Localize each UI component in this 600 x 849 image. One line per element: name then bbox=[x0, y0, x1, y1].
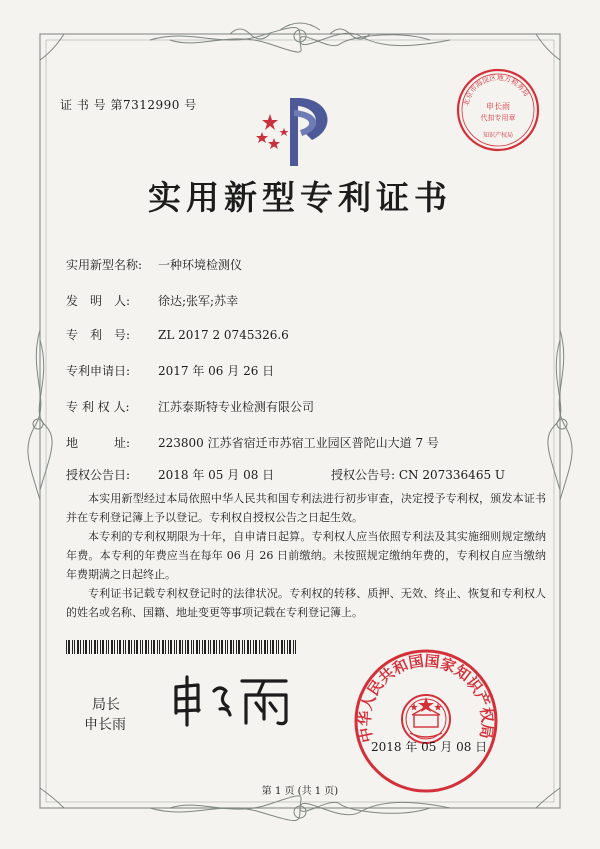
barcode-bar bbox=[123, 640, 124, 654]
barcode-bar bbox=[250, 640, 251, 654]
barcode-bar bbox=[193, 640, 194, 654]
barcode-bar bbox=[233, 640, 234, 654]
barcode-bar bbox=[221, 640, 223, 654]
barcode-bar bbox=[253, 640, 254, 654]
filing-date-row: 专利申请日: 2017 年 06 月 26 日 bbox=[66, 364, 275, 378]
barcode-bar bbox=[272, 640, 274, 654]
barcode-bar bbox=[157, 640, 158, 654]
barcode-bar bbox=[74, 640, 75, 654]
paragraph: 本专利的专利权期限为十年，自申请日起算。专利权人应当依照专利法及其实施细则规定缴纳年费。本专利的年费应当在每年 06 月 26 日前缴纳。未按照规定缴纳年费的，专利权自应当缴纳年费期满之日起终止。 bbox=[66, 530, 546, 581]
barcode-bar bbox=[187, 640, 189, 654]
svg-text:中华人民共和国国家知识产权局: 中华人民共和国国家知识产权局 bbox=[355, 651, 497, 745]
certificate-number: 证 书 号 第7312990 号 bbox=[60, 98, 197, 112]
barcode-bar bbox=[270, 640, 271, 654]
barcode-bar bbox=[204, 640, 206, 654]
barcode-bar bbox=[117, 640, 118, 654]
inventor-row: 发 明 人: 徐达;张军;苏幸 bbox=[66, 294, 239, 308]
barcode-bar bbox=[287, 640, 288, 654]
barcode-bar bbox=[213, 640, 215, 654]
barcode-bar bbox=[216, 640, 217, 654]
barcode-bar bbox=[100, 640, 101, 654]
director-name: 申长雨 bbox=[84, 717, 126, 733]
barcode-bar bbox=[199, 640, 200, 654]
barcode-bar bbox=[261, 640, 262, 654]
barcode-bar bbox=[259, 640, 260, 654]
grant-date-row: 授权公告日: 2018 年 05 月 08 日 bbox=[66, 468, 275, 482]
barcode-bar bbox=[159, 640, 160, 654]
barcode-bar bbox=[134, 640, 135, 654]
barcode-bar bbox=[227, 640, 228, 654]
barcode-bar bbox=[289, 640, 291, 654]
barcode-bar bbox=[202, 640, 203, 654]
barcode-bar bbox=[276, 640, 277, 654]
barcode-bar bbox=[225, 640, 226, 654]
director-title: 局长 bbox=[92, 697, 120, 713]
barcode-bar bbox=[219, 640, 220, 654]
barcode-bar bbox=[80, 640, 81, 654]
barcode-bar bbox=[165, 640, 166, 654]
barcode-bar bbox=[153, 640, 155, 654]
barcode-bar bbox=[295, 640, 296, 654]
barcode-bar bbox=[182, 640, 183, 654]
barcode-bar bbox=[196, 640, 198, 654]
barcode-bar bbox=[162, 640, 164, 654]
publication-number-row: 授权公告号: CN 207336465 U bbox=[331, 468, 506, 482]
svg-text:知识产权局: 知识产权局 bbox=[482, 132, 514, 139]
cnipa-official-seal-icon bbox=[352, 647, 500, 795]
top-ornament bbox=[150, 23, 450, 52]
svg-text:申长雨: 申长雨 bbox=[486, 102, 510, 111]
page-number: 第 1 页 (共 1 页) bbox=[261, 786, 339, 797]
barcode-bar bbox=[119, 640, 121, 654]
barcode-bar bbox=[97, 640, 98, 654]
barcode-bar bbox=[145, 640, 147, 654]
barcode-bar bbox=[230, 640, 232, 654]
barcode-bar bbox=[66, 640, 67, 654]
barcode-bar bbox=[111, 640, 113, 654]
utility-model-name-row: 实用新型名称: 一种环境检测仪 bbox=[66, 258, 243, 272]
barcode-bar bbox=[168, 640, 169, 654]
barcode-bar bbox=[131, 640, 132, 654]
seal-date: 2018 年 05 月 08 日 bbox=[371, 740, 488, 754]
director-signature-icon bbox=[168, 673, 308, 729]
barcode-bar bbox=[179, 640, 181, 654]
barcode-bar bbox=[236, 640, 237, 654]
barcode-bar bbox=[125, 640, 126, 654]
certificate-body-text bbox=[66, 489, 546, 622]
barcode-bar bbox=[170, 640, 172, 654]
barcode-bar bbox=[264, 640, 266, 654]
barcode-bar bbox=[281, 640, 283, 654]
barcode-bar bbox=[128, 640, 130, 654]
barcode-bar bbox=[255, 640, 257, 654]
barcode-bar bbox=[108, 640, 109, 654]
barcode-bar bbox=[148, 640, 149, 654]
patent-number-row: 专 利 号: ZL 2017 2 0745326.6 bbox=[66, 328, 289, 342]
barcode-bar bbox=[238, 640, 240, 654]
barcode-bar bbox=[102, 640, 104, 654]
barcode-bar bbox=[247, 640, 249, 654]
barcode-bar bbox=[89, 640, 90, 654]
barcode-bar bbox=[208, 640, 209, 654]
barcode-bar bbox=[284, 640, 285, 654]
barcode-bar bbox=[106, 640, 107, 654]
barcode-bar bbox=[267, 640, 268, 654]
patent-office-logo-icon bbox=[250, 88, 350, 168]
barcode-bar bbox=[210, 640, 211, 654]
barcode-bar bbox=[140, 640, 141, 654]
address-row: 地 址: 223800 江苏省宿迁市苏宿工业园区普陀山大道 7 号 bbox=[66, 436, 439, 450]
barcode-bar bbox=[83, 640, 84, 654]
paragraph: 专利证书记载专利权登记时的法律状况。专利权的转移、质押、无效、终止、恢复和专利权人的姓名或名称、国籍、地址变更等事项记载在专利登记簿上。 bbox=[66, 587, 546, 619]
certificate-title: 实用新型专利证书 bbox=[148, 178, 452, 217]
barcode-bar bbox=[293, 640, 294, 654]
barcode-bar bbox=[174, 640, 175, 654]
barcode-bar bbox=[94, 640, 96, 654]
barcode-bar bbox=[242, 640, 243, 654]
barcode-bar bbox=[142, 640, 143, 654]
paragraph: 本实用新型经过本局依照中华人民共和国专利法进行初步审查，决定授予专利权，颁发本证书并在专利登记簿上予以登记。专利权自授权公告之日起生效。 bbox=[66, 492, 546, 524]
barcode-bar bbox=[77, 640, 79, 654]
barcode-bar bbox=[85, 640, 87, 654]
barcode bbox=[66, 640, 298, 654]
barcode-bar bbox=[191, 640, 192, 654]
barcode-bar bbox=[114, 640, 115, 654]
barcode-bar bbox=[68, 640, 70, 654]
tax-bureau-seal-icon bbox=[455, 67, 541, 153]
barcode-bar bbox=[91, 640, 92, 654]
barcode-bar bbox=[278, 640, 279, 654]
barcode-bar bbox=[176, 640, 177, 654]
barcode-bar bbox=[72, 640, 73, 654]
svg-text:北京市海淀区地方税务局: 北京市海淀区地方税务局 bbox=[462, 73, 531, 107]
barcode-bar bbox=[151, 640, 152, 654]
patentee-row: 专 利 权 人: 江苏泰斯特专业检测有限公司 bbox=[66, 400, 315, 414]
svg-text:代扣专用章: 代扣专用章 bbox=[480, 114, 516, 122]
barcode-bar bbox=[185, 640, 186, 654]
barcode-bar bbox=[244, 640, 245, 654]
barcode-bar bbox=[136, 640, 138, 654]
